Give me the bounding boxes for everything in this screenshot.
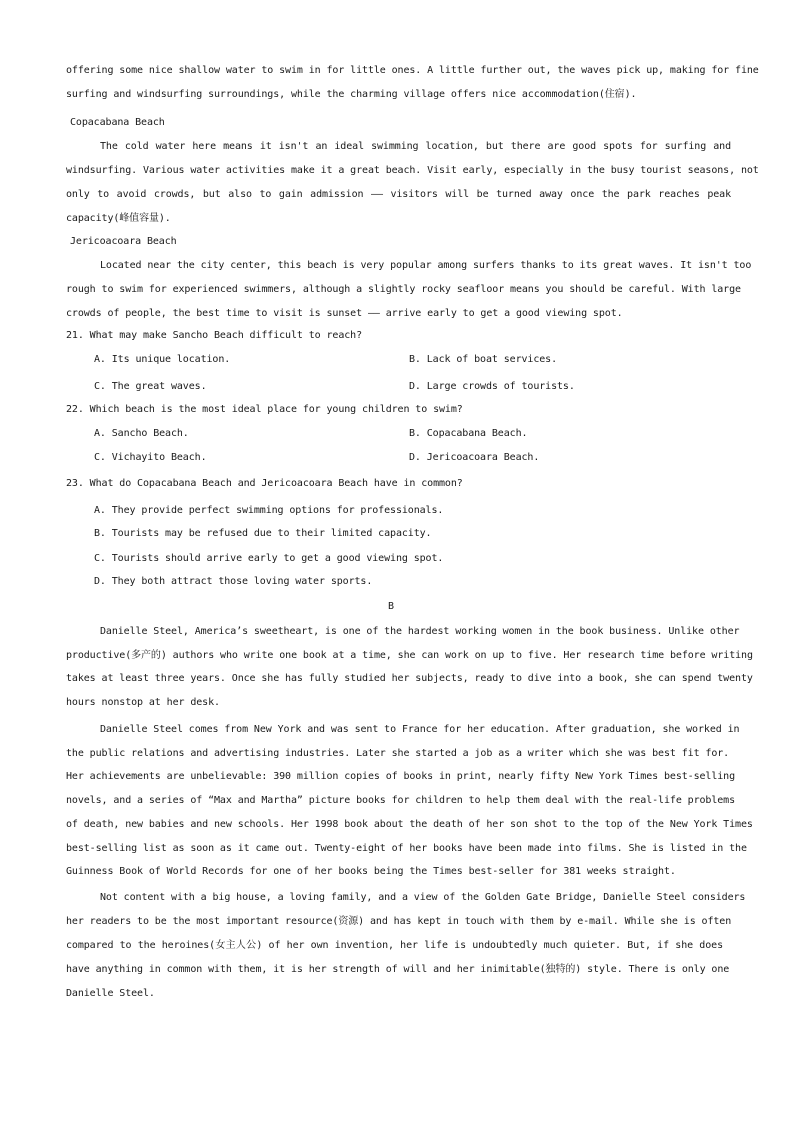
passage-b-p2-line-3: Her achievements are unbelievable: 390 million copies of books in print, nearly fifty New York Times best-selling (66, 771, 736, 782)
copacabana-line-1: The cold water here means it isn't an ideal swimming location, but there are good spots for surfing and (100, 141, 731, 152)
passage-b-p2-line-6: best-selling list as soon as it came out. Twenty-eight of her books have been made into films. She is listed in the (66, 843, 747, 854)
passage-b-p2-line-4: novels, and a series of “Max and Martha” picture books for children to help them deal with the real-life problems (66, 795, 736, 806)
passage-b-heading: B (388, 601, 394, 612)
passage-b-p1-line-4: hours nonstop at her desk. (66, 697, 220, 708)
passage-b-p3-line-4: have anything in common with them, it is her strength of will and her inimitable(独特的) style. There is only one (66, 964, 730, 975)
passage-b-p2-line-7: Guinness Book of World Records for one of her books being the Times best-seller for 381 weeks straight. (66, 866, 676, 877)
passage-b-p3-line-3: compared to the heroines(女主人公) of her own invention, her life is undoubtedly much quieter. But, if she does (66, 940, 723, 951)
question-21-option-b: B. Lack of boat services. (409, 354, 558, 365)
passage-b-p3-line-5: Danielle Steel. (66, 988, 155, 999)
question-23-option-d: D. They both attract those loving water sports. (94, 576, 373, 587)
jericoacoara-line-2: rough to swim for experienced swimmers, although a slightly rocky seafloor means you should be careful. With large (66, 284, 741, 295)
question-21-stem: 21. What may make Sancho Beach difficult to reach? (66, 330, 363, 341)
question-22-option-c: C. Vichayito Beach. (94, 452, 207, 463)
question-21-option-a: A. Its unique location. (94, 354, 231, 365)
copacabana-line-4: capacity(峰值容量). (66, 213, 171, 224)
jericoacoara-heading: Jericoacoara Beach (70, 236, 177, 247)
passage-b-p3-line-1: Not content with a big house, a loving family, and a view of the Golden Gate Bridge, Danielle Steel considers (100, 892, 746, 903)
question-23-option-a: A. They provide perfect swimming options for professionals. (94, 505, 444, 516)
passage-a-line-1: offering some nice shallow water to swim in for little ones. A little further out, the waves pick up, making for fine (66, 65, 759, 76)
passage-b-p2-line-1: Danielle Steel comes from New York and was sent to France for her education. After graduation, she worked in (100, 724, 740, 735)
passage-b-p1-line-3: takes at least three years. Once she has fully studied her subjects, ready to dive into a book, she can spend twenty (66, 673, 753, 684)
jericoacoara-line-3: crowds of people, the best time to visit is sunset —— arrive early to get a good viewing spot. (66, 308, 623, 319)
jericoacoara-line-1: Located near the city center, this beach is very popular among surfers thanks to its great waves. It isn't too (100, 260, 752, 271)
question-23-option-c: C. Tourists should arrive early to get a good viewing spot. (94, 553, 444, 564)
question-23-option-b: B. Tourists may be refused due to their limited capacity. (94, 528, 432, 539)
question-21-option-d: D. Large crowds of tourists. (409, 381, 575, 392)
passage-b-p1-line-2: productive(多产的) authors who write one book at a time, she can work on up to five. Her research time before writing (66, 650, 753, 661)
question-22-option-a: A. Sancho Beach. (94, 428, 189, 439)
passage-b-p2-line-2: the public relations and advertising industries. Later she started a job as a writer which she was best fit for. (66, 748, 730, 759)
passage-a-line-2: surfing and windsurfing surroundings, while the charming village offers nice accommodation(住宿). (66, 89, 637, 100)
copacabana-heading: Copacabana Beach (70, 117, 165, 128)
question-21-option-c: C. The great waves. (94, 381, 207, 392)
question-22-stem: 22. Which beach is the most ideal place for young children to swim? (66, 404, 463, 415)
copacabana-line-3: only to avoid crowds, but also to gain admission —— visitors will be turned away once the park reaches peak (66, 189, 731, 200)
question-22-option-d: D. Jericoacoara Beach. (409, 452, 540, 463)
passage-b-p1-line-1: Danielle Steel, America’s sweetheart, is one of the hardest working women in the book business. Unlike other (100, 626, 740, 637)
passage-b-p3-line-2: her readers to be the most important resource(资源) and has kept in touch with them by e-mail. While she is often (66, 916, 732, 927)
passage-b-p2-line-5: of death, new babies and new schools. Her 1998 book about the death of her son shot to the top of the New York Times (66, 819, 753, 830)
question-22-option-b: B. Copacabana Beach. (409, 428, 528, 439)
copacabana-line-2: windsurfing. Various water activities make it a great beach. Visit early, especially in the busy tourist seasons, not (66, 165, 759, 176)
question-23-stem: 23. What do Copacabana Beach and Jericoacoara Beach have in common? (66, 478, 463, 489)
